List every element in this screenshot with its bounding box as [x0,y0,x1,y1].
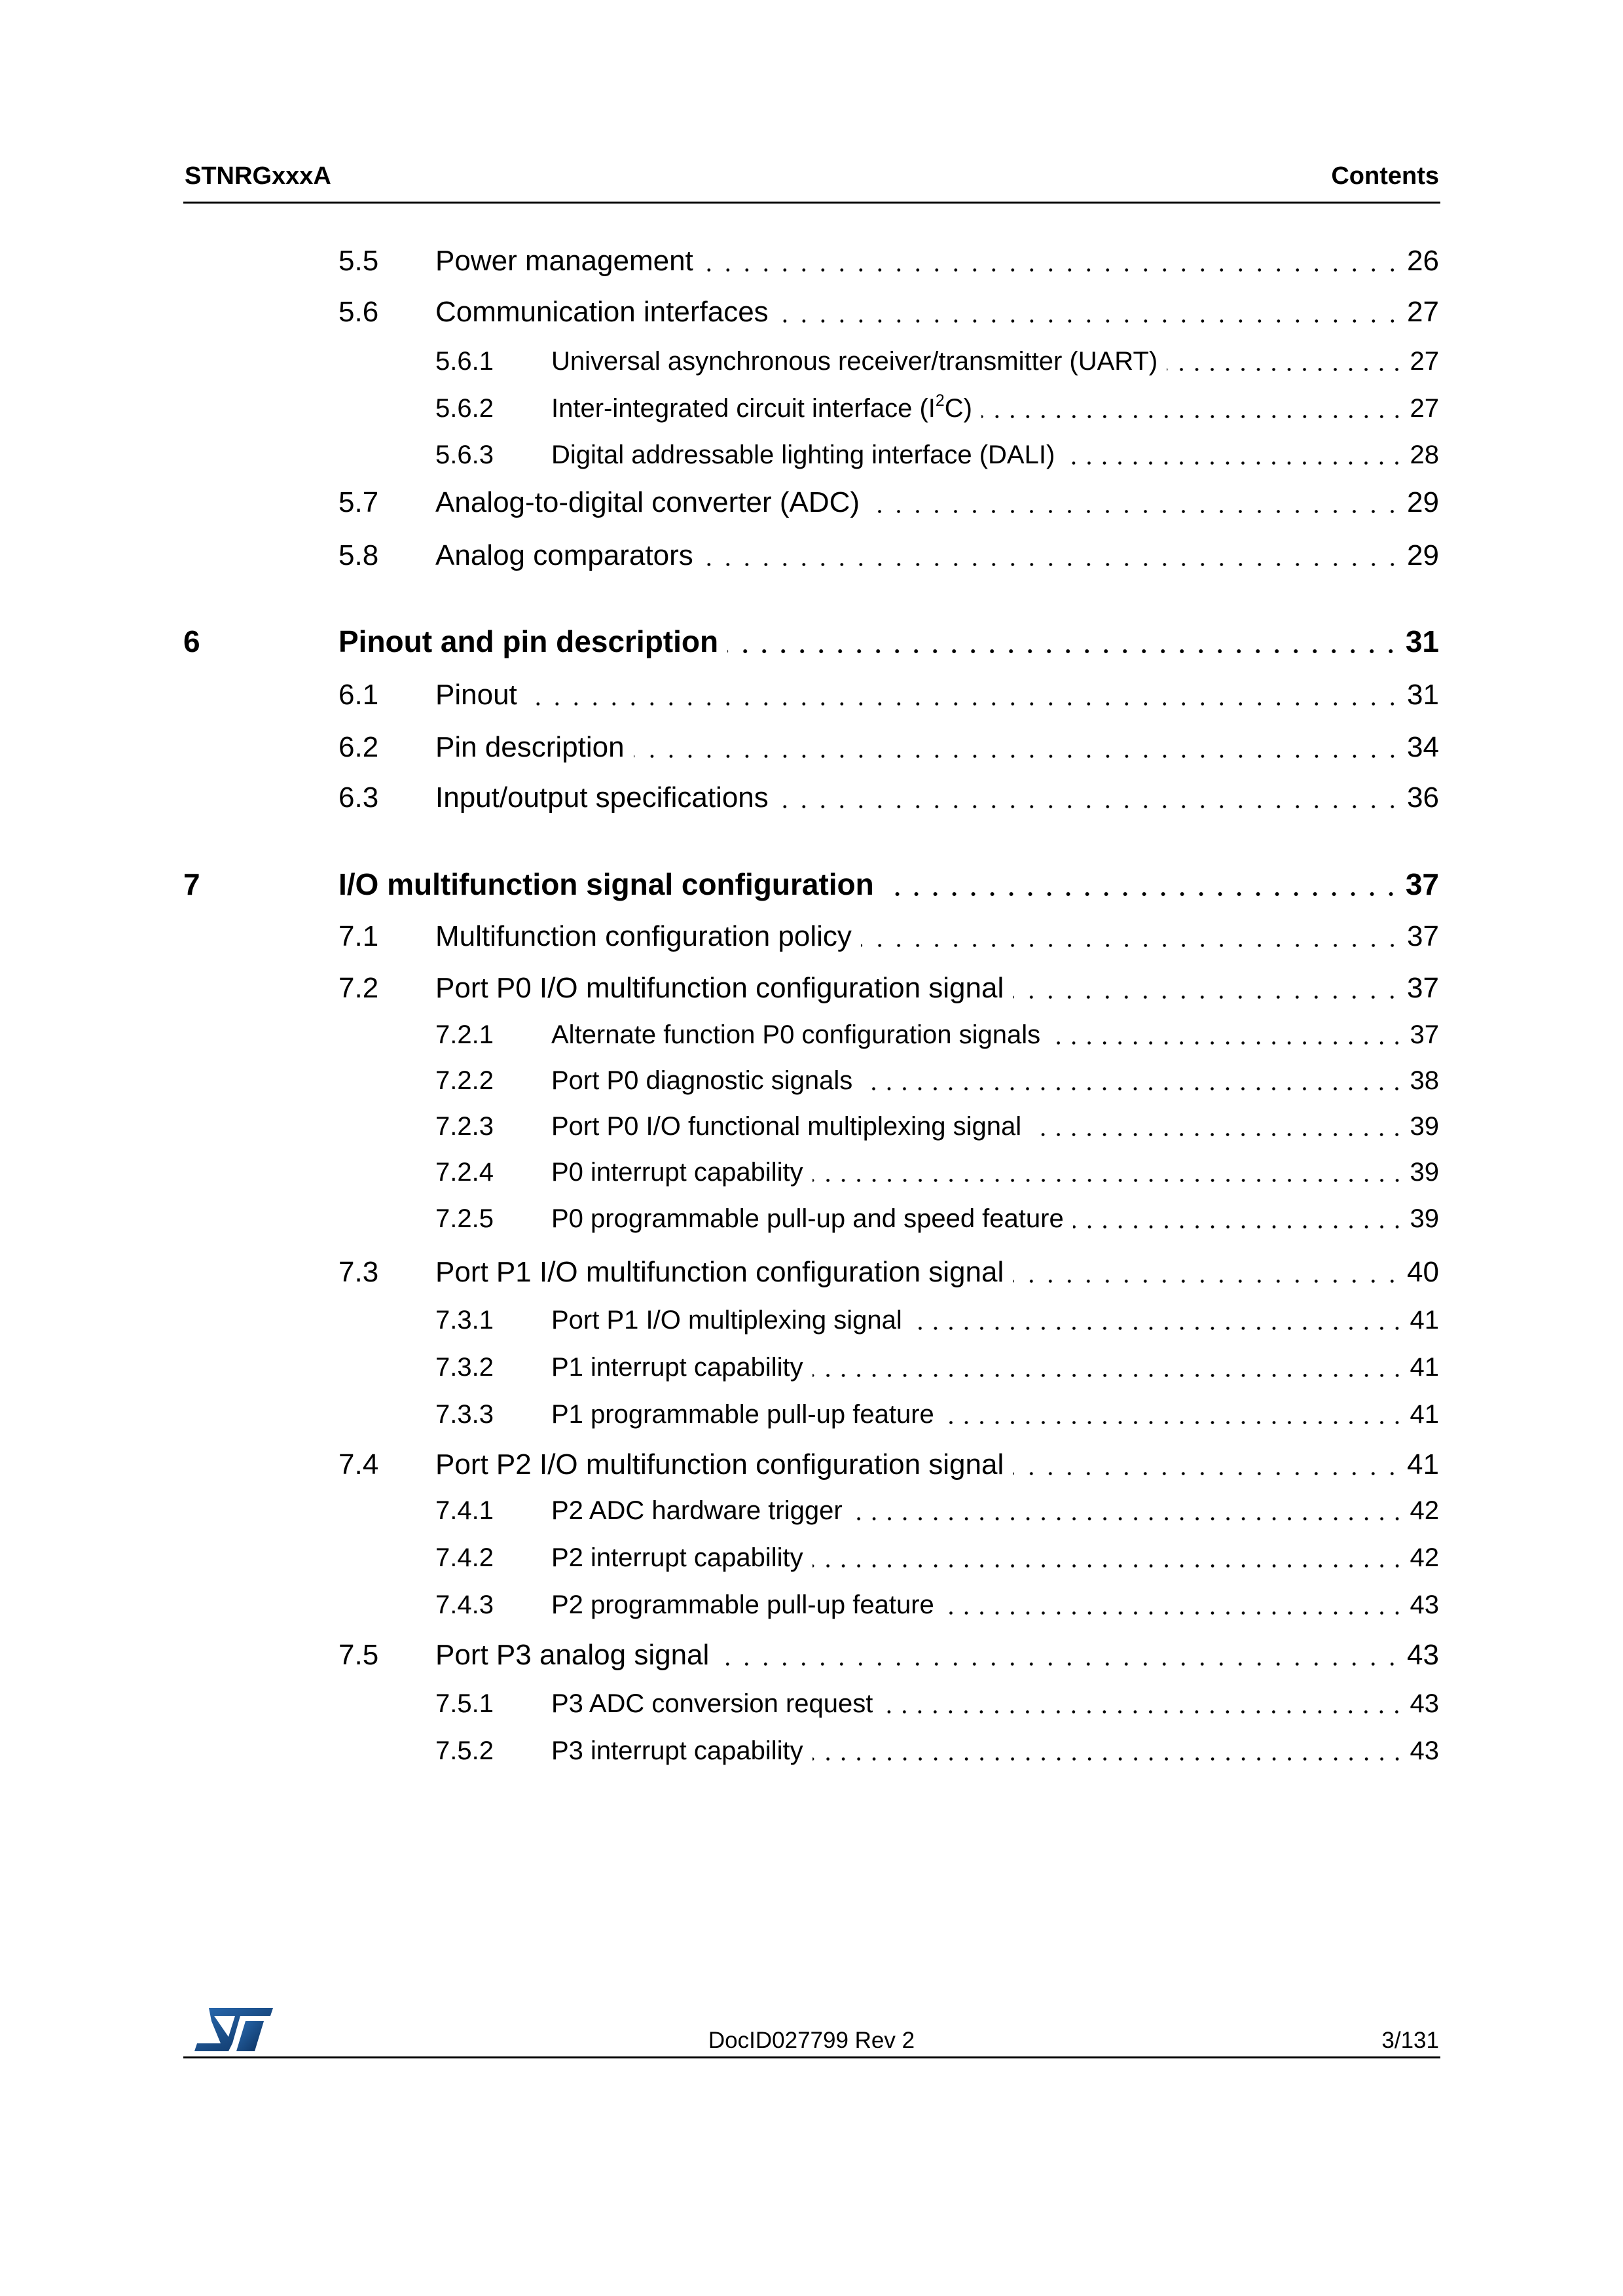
toc-entry-number: 7.2.5 [435,1204,494,1233]
toc-entry-title[interactable]: Alternate function P0 configuration signals [551,1020,1041,1049]
toc-entry-page[interactable]: 37 [1410,1020,1439,1049]
toc-entry-number: 5.8 [338,539,379,571]
dot-leader [812,1354,1405,1380]
dot-leader [1030,1113,1404,1139]
toc-entry-title[interactable]: Analog-to-digital converter (ADC) [435,486,860,518]
toc-entry[interactable] [338,974,1439,1003]
toc-entry-page[interactable]: 29 [1407,539,1439,571]
toc-entry-title[interactable]: Port P1 I/O multiplexing signal [551,1306,902,1335]
toc-entry-page[interactable]: 42 [1410,1496,1439,1525]
toc-entry-number: 7.2.1 [435,1020,494,1049]
page-number: 3/131 [1381,2028,1439,2053]
toc-entry-title[interactable]: P1 interrupt capability [551,1353,803,1382]
toc-entry-page[interactable]: 37 [1407,920,1439,952]
toc-entry-title[interactable]: Port P2 I/O multifunction configuration signal [435,1448,1004,1480]
dot-leader [911,1307,1405,1333]
toc-entry-title[interactable]: P1 programmable pull-up feature [551,1400,934,1429]
toc-entry[interactable] [435,1691,1439,1717]
toc-entry-title[interactable]: Pin description [435,731,625,763]
toc-entry-page[interactable]: 43 [1410,1736,1439,1765]
dot-leader [1049,1022,1404,1048]
dot-leader [778,298,1402,327]
toc-entry-number: 5.7 [338,486,379,518]
toc-entry[interactable] [338,247,1439,276]
toc-entry[interactable] [435,1113,1439,1139]
toc-entry[interactable] [338,488,1439,517]
toc-entry-number: 7.4 [338,1448,379,1480]
toc-entry-page[interactable]: 38 [1410,1066,1439,1095]
toc-chapter-title[interactable]: Pinout and pin description [338,624,719,658]
toc-entry[interactable] [338,1258,1439,1287]
toc-entry-title-suffix: C) [944,394,972,423]
dot-leader [883,869,1400,899]
dot-leader [1013,1258,1402,1287]
toc-entry-page[interactable]: 40 [1407,1256,1439,1288]
toc-entry[interactable] [435,348,1439,374]
toc-entry-page[interactable]: 41 [1407,1448,1439,1480]
section-title: Contents [1331,162,1439,190]
toc-entry-page[interactable]: 41 [1410,1306,1439,1335]
toc-chapter-page[interactable]: 37 [1405,867,1439,901]
toc-entry-page[interactable]: 42 [1410,1543,1439,1572]
dot-leader [812,1159,1405,1185]
toc-chapter[interactable] [183,626,1439,656]
toc-entry-page[interactable]: 39 [1410,1158,1439,1187]
toc-entry-number: 7.3.2 [435,1353,494,1382]
toc-entry[interactable] [338,922,1439,951]
toc-entry-title[interactable]: Multifunction configuration policy [435,920,852,952]
toc-entry-number: 7.4.1 [435,1496,494,1525]
toc-entry-number: 5.5 [338,245,379,277]
toc-entry-page[interactable]: 27 [1407,296,1439,328]
toc-entry-page[interactable]: 41 [1410,1400,1439,1429]
toc-entry-number: 7.1 [338,920,379,952]
dot-leader [778,783,1402,812]
toc-entry-page[interactable]: 37 [1407,972,1439,1004]
toc-chapter-page[interactable]: 31 [1405,624,1439,658]
toc-chapter[interactable] [183,869,1439,899]
toc-entry-page[interactable]: 43 [1410,1590,1439,1619]
toc-entry-title[interactable]: P0 programmable pull-up and speed feature [551,1204,1064,1233]
superscript: 2 [935,392,945,410]
toc-entry-number: 6.2 [338,731,379,763]
dot-leader [943,1592,1405,1618]
toc-entry-number: 5.6 [338,296,379,328]
toc-entry-number: 7.5.2 [435,1736,494,1765]
toc-entry[interactable] [435,1307,1439,1333]
dot-leader [1064,442,1404,468]
toc-entry-number: 7.2.2 [435,1066,494,1095]
toc-entry[interactable] [338,1641,1439,1670]
toc-entry-page[interactable]: 34 [1407,731,1439,763]
toc-entry[interactable] [435,392,1439,423]
dot-leader [1013,1450,1402,1479]
dot-leader [1073,1206,1405,1232]
toc-chapter-number: 7 [183,867,200,901]
dot-leader [718,1641,1402,1670]
toc-entry-title[interactable]: Analog comparators [435,539,693,571]
toc-entry[interactable] [435,1498,1439,1524]
toc-entry-page[interactable]: 43 [1410,1689,1439,1718]
toc-entry[interactable] [435,1738,1439,1764]
toc-entry-number: 5.6.3 [435,440,494,469]
toc-entry[interactable] [435,1067,1439,1094]
dot-leader [943,1401,1405,1427]
toc-entry-page[interactable]: 28 [1410,440,1439,469]
toc-entry-page[interactable]: 39 [1410,1204,1439,1233]
toc-entry-number: 7.2.4 [435,1158,494,1187]
toc-entry-title[interactable]: P3 interrupt capability [551,1736,803,1765]
toc-entry[interactable] [338,1450,1439,1479]
toc-entry-title[interactable]: Digital addressable lighting interface (DALI) [551,440,1055,469]
dot-leader [812,1738,1405,1764]
dot-leader [1013,974,1402,1003]
toc-entry[interactable] [338,783,1439,812]
footer-rule [183,2056,1440,2058]
dot-leader [862,1067,1404,1094]
toc-chapter-number: 6 [183,624,200,658]
document-title: STNRGxxxA [185,162,331,190]
toc-entry-page[interactable]: 43 [1407,1639,1439,1671]
toc-entry[interactable] [435,1206,1439,1232]
toc-entry-title[interactable]: P2 interrupt capability [551,1543,803,1572]
toc-entry-title[interactable]: P2 ADC hardware trigger [551,1496,843,1525]
toc-entry-page[interactable]: 31 [1407,679,1439,711]
toc-entry-title[interactable]: P2 programmable pull-up feature [551,1590,934,1619]
toc-entry[interactable] [435,1592,1439,1618]
toc-entry-page[interactable]: 27 [1410,394,1439,423]
toc-entry[interactable] [338,681,1439,709]
toc-entry-number: 7.3.3 [435,1400,494,1429]
toc-entry-page[interactable]: 27 [1410,347,1439,376]
toc-entry-title[interactable]: Port P0 diagnostic signals [551,1066,853,1095]
toc-entry[interactable] [435,1022,1439,1048]
document-id [0,2029,1623,2052]
toc-entry-number: 7.3 [338,1256,379,1288]
toc-entry[interactable] [435,1401,1439,1427]
toc-entry-title[interactable]: P3 ADC conversion request [551,1689,873,1718]
dot-leader [702,247,1402,276]
toc-entry-title[interactable]: Port P1 I/O multifunction configuration signal [435,1256,1004,1288]
toc-entry-title[interactable]: Universal asynchronous receiver/transmitter (UART) [551,347,1158,376]
dot-leader [981,395,1405,422]
toc-entry-number: 7.4.3 [435,1590,494,1619]
dot-leader [812,1545,1405,1571]
dot-leader [727,626,1400,656]
dot-leader [1167,348,1404,374]
toc-entry-number: 7.3.1 [435,1306,494,1335]
toc-entry-page[interactable]: 26 [1407,245,1439,277]
header-rule [183,202,1440,204]
dot-leader [702,541,1402,570]
toc-entry-number: 5.6.2 [435,394,494,423]
toc-entry-title[interactable]: Pinout [435,679,517,711]
toc-entry-number: 5.6.1 [435,347,494,376]
toc-entry-title[interactable] [551,392,981,423]
toc-entry-page[interactable]: 29 [1407,486,1439,518]
toc-entry[interactable] [435,1354,1439,1380]
dot-leader [869,488,1402,517]
toc-entry[interactable] [435,1545,1439,1571]
toc-entry[interactable] [338,541,1439,570]
toc-entry[interactable] [338,298,1439,327]
toc-chapter-title[interactable]: I/O multifunction signal configuration [338,867,874,901]
toc-entry-number: 6.3 [338,781,379,814]
toc-entry-title[interactable]: P0 interrupt capability [551,1158,803,1187]
toc-entry-title[interactable]: Communication interfaces [435,296,769,328]
toc-entry-title[interactable]: Port P0 I/O multifunction configuration signal [435,972,1004,1004]
toc-entry-number: 7.5.1 [435,1689,494,1718]
toc-entry-page[interactable]: 36 [1407,781,1439,814]
toc-entry-page[interactable]: 41 [1410,1353,1439,1382]
toc-entry-title-text: Inter-integrated circuit interface (I [551,394,936,423]
toc-entry-number: 7.4.2 [435,1543,494,1572]
toc-entry-title[interactable]: Port P0 I/O functional multiplexing signal [551,1112,1022,1141]
toc-entry-title[interactable]: Port P3 analog signal [435,1639,710,1671]
toc-entry-title[interactable]: Power management [435,245,693,277]
toc-entry[interactable] [435,1159,1439,1185]
dot-leader [861,922,1402,951]
toc-entry-number: 7.2 [338,972,379,1004]
toc-entry-title[interactable]: Input/output specifications [435,781,769,814]
dot-leader [634,733,1402,762]
toc-entry-page[interactable]: 39 [1410,1112,1439,1141]
toc-entry-number: 7.5 [338,1639,379,1671]
dot-leader [526,681,1402,709]
dot-leader [882,1691,1404,1717]
dot-leader [852,1498,1405,1524]
toc-entry[interactable] [338,733,1439,762]
toc-entry[interactable] [435,442,1439,468]
document-id-text: DocID027799 Rev 2 [708,2028,915,2053]
toc-entry-number: 6.1 [338,679,379,711]
toc-entry-number: 7.2.3 [435,1112,494,1141]
